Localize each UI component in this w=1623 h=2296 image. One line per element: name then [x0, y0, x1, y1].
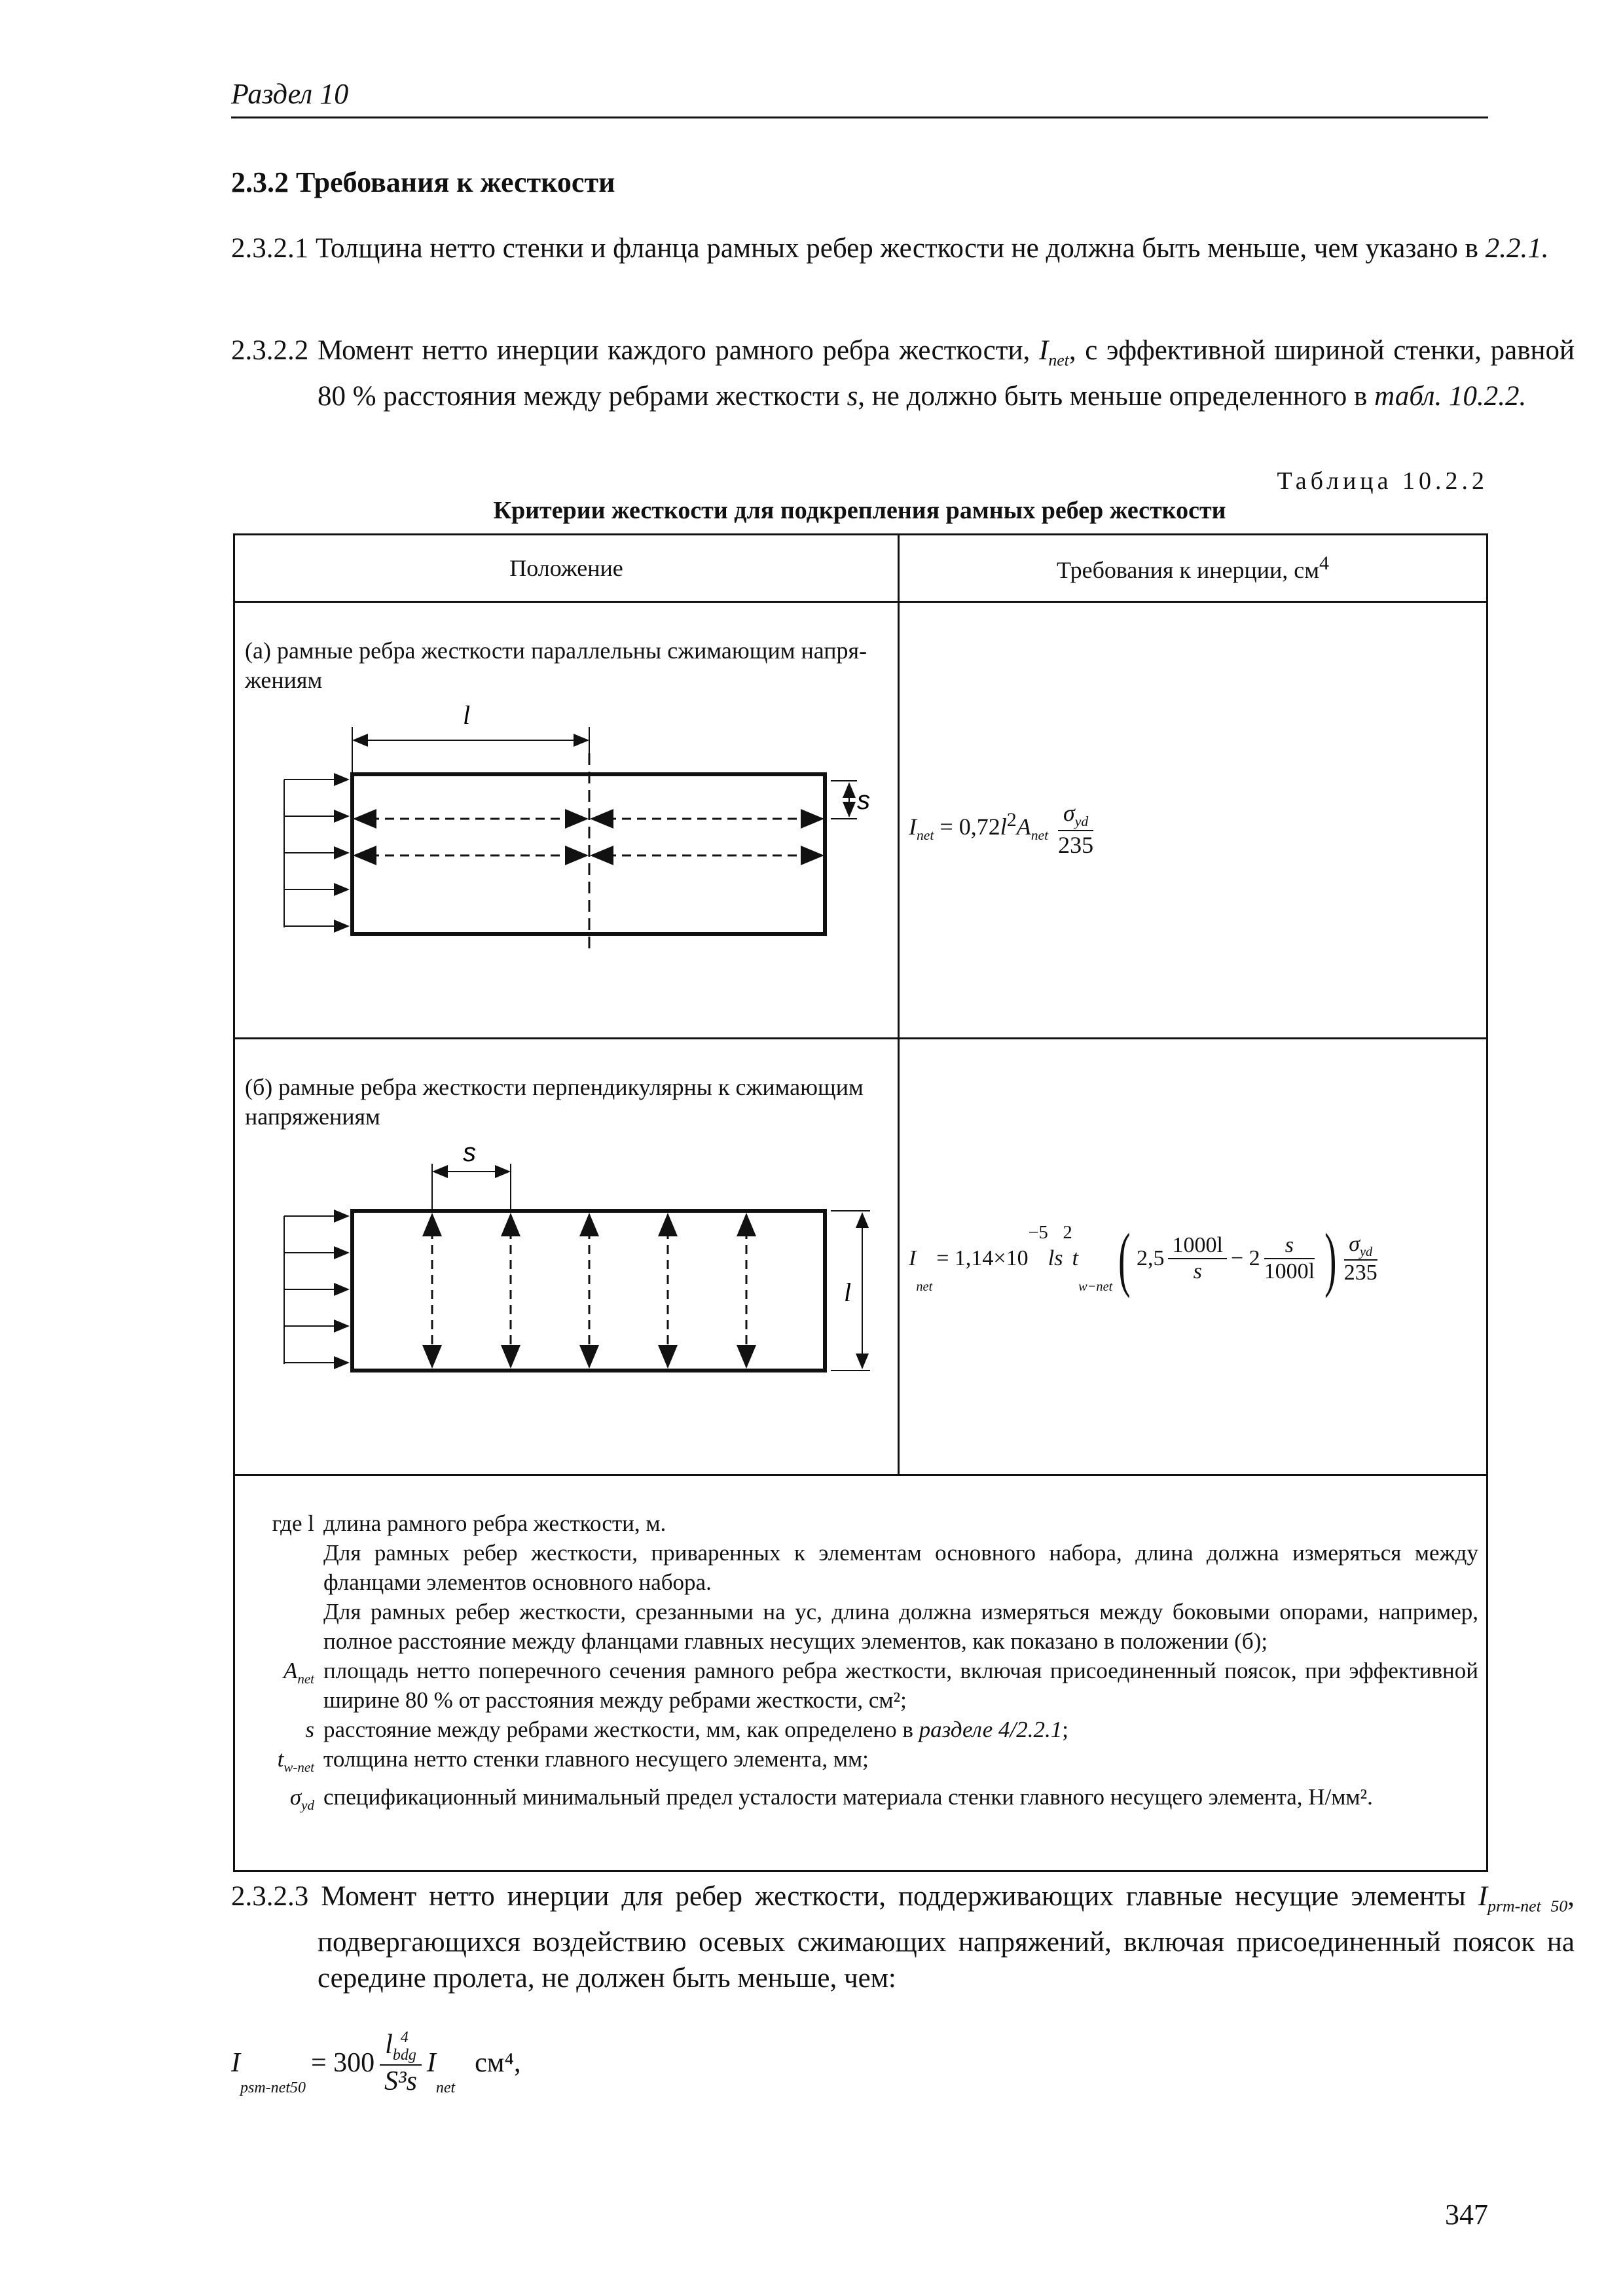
- f-symbol: I: [231, 2048, 240, 2079]
- formula-3: [231, 2029, 521, 2097]
- sym-sub: net: [297, 1671, 314, 1687]
- formula-b: [909, 1219, 1377, 1299]
- legend-text: [323, 1715, 1478, 1744]
- f-text: = 0,72: [939, 813, 1000, 840]
- legend-text-part: ;: [1062, 1717, 1068, 1742]
- fraction: [1264, 1233, 1315, 1284]
- symbol-s: s: [847, 380, 858, 412]
- paren-open: (: [1118, 1219, 1131, 1299]
- fraction: [1168, 1233, 1226, 1284]
- f-sub: net: [435, 2079, 456, 2097]
- paren-close: ): [1324, 1219, 1337, 1299]
- f-den: 235: [1343, 1261, 1377, 1285]
- legend-sym: где l: [272, 1511, 314, 1536]
- f-sub: yd: [1359, 1244, 1373, 1259]
- f-text: = 300: [310, 2048, 375, 2079]
- header-rule: [231, 117, 1488, 118]
- row-a-position: [234, 602, 899, 1039]
- dim-s-label: s: [857, 786, 870, 815]
- col-header-position: [234, 535, 899, 602]
- para-text: Момент нетто инерции каждого рамного ребра жесткости,: [317, 335, 1030, 366]
- paragraph-2323: [231, 1878, 1575, 1996]
- symbol-sub: net: [1048, 350, 1069, 370]
- f-num: s: [1264, 1233, 1315, 1259]
- f-den: 235: [1058, 832, 1094, 859]
- f-symbol: A: [1016, 813, 1031, 840]
- para-number: 2.3.2.2: [231, 335, 309, 366]
- section-title: 2.3.2 Требования к жесткости: [231, 166, 615, 198]
- para-text: , не должно быть меньше определенного в: [858, 380, 1368, 412]
- legend-text: Для рамных ребер жесткости, приваренных к элементам основного набора, длина должна измеряться между фланцами элементов основного набора.: [323, 1540, 1478, 1595]
- f-unit: см⁴,: [475, 2048, 521, 2079]
- legend-row: [241, 1538, 1478, 1597]
- row-a-label: (а) рамные ребра жесткости параллельны сжимающим напря-жениям: [245, 637, 867, 693]
- f-sub: psm-net50: [240, 2079, 306, 2097]
- f-text: − 2: [1230, 1246, 1260, 1270]
- legend-row: [241, 1597, 1478, 1656]
- f-symbol: σ: [1063, 800, 1075, 826]
- f-sub: net: [916, 1280, 933, 1294]
- para-text: , подвергающихся воздействию осевых сжимающих напряжений, включая присоединенный поясок на середине пролета, не должен быть меньше, чем:: [318, 1881, 1575, 1994]
- sym-main: σ: [289, 1784, 302, 1810]
- f-sup: 2: [1006, 808, 1017, 831]
- symbol-i: I: [1038, 335, 1049, 366]
- row-b-formula: [899, 1039, 1487, 1475]
- dim-l-label: l: [844, 1278, 852, 1307]
- sym-main: t: [277, 1746, 284, 1772]
- row-a-formula: [899, 602, 1487, 1039]
- para-ref: 2.2.1.: [1485, 233, 1549, 264]
- legend-text: спецификационный минимальный предел усталости материала стенки главного несущего элемента, Н/мм².: [323, 1784, 1373, 1810]
- legend-row: [241, 1715, 1478, 1744]
- f-sub: w−net: [1078, 1280, 1113, 1294]
- legend-row: [241, 1744, 1478, 1782]
- f-symbol: t: [1072, 1246, 1079, 1270]
- legend-row: [241, 1656, 1478, 1715]
- page-number: 347: [1445, 2198, 1488, 2231]
- legend-text: площадь нетто поперечного сечения рамного ребра жесткости, включая присоединенный поясок, при эффективной ширине 80 % от расстояния между ребрами жесткости, см²;: [323, 1658, 1478, 1713]
- header-label: Требования к инерции, см: [1056, 557, 1320, 583]
- f-sub: net: [917, 827, 934, 844]
- f-den: 1000l: [1264, 1259, 1315, 1283]
- f-num: 1000l: [1168, 1233, 1226, 1259]
- col-header-inertia: [899, 535, 1487, 602]
- f-symbol: σ: [1349, 1231, 1360, 1256]
- dim-l-label: l: [463, 700, 471, 730]
- para-text: Толщина нетто стенки и фланца рамных ребер жесткости не должна быть меньше, чем указано в: [316, 233, 1478, 264]
- legend-row: [241, 1782, 1478, 1820]
- para-text: , с эффективной шириной стенки, равной 80 % расстояния между ребрами жесткости: [318, 335, 1575, 412]
- legend-text-part: расстояние между ребрами жесткости, мм, как определено в: [323, 1717, 919, 1742]
- sym-main: A: [283, 1658, 298, 1683]
- para-number: 2.3.2.3: [231, 1881, 309, 1912]
- figure-b: [255, 1138, 883, 1412]
- legend-sym: [241, 1744, 323, 1782]
- f-text: = 1,14×10: [936, 1246, 1029, 1270]
- dim-s-label: s: [463, 1138, 476, 1167]
- legend-sym: [241, 1656, 323, 1715]
- f-symbol: l: [385, 2030, 393, 2060]
- figure-a: [255, 700, 870, 976]
- formula-a: [909, 799, 1093, 859]
- f-sup: 2: [1063, 1223, 1072, 1243]
- table-title: Критерии жесткости для подкрепления рамных ребер жесткости: [493, 497, 1226, 524]
- f-sub: yd: [1074, 814, 1089, 830]
- legend-sym: [241, 1782, 323, 1820]
- paragraph-2321: [231, 230, 1575, 266]
- legend-sym: s: [305, 1717, 314, 1742]
- legend-text: толщина нетто стенки главного несущего элемента, мм;: [323, 1746, 869, 1772]
- para-ref: табл. 10.2.2.: [1374, 380, 1527, 412]
- fraction: [1344, 1232, 1377, 1286]
- f-symbol: I: [909, 813, 917, 840]
- f-symbol: I: [909, 1246, 917, 1270]
- row-b-label: (б) рамные ребра жесткости перпендикулярны к сжимающим напряжениям: [245, 1074, 864, 1130]
- f-sub: bdg: [392, 2047, 416, 2064]
- legend-row: [241, 1509, 1478, 1538]
- f-symbol: I: [426, 2048, 436, 2079]
- symbol-i: I: [1478, 1881, 1488, 1912]
- sym-sub: w-net: [283, 1759, 314, 1775]
- f-sup: 4: [400, 2029, 409, 2047]
- paragraph-2322: [231, 332, 1575, 414]
- table-number: Таблица 10.2.2: [1277, 467, 1488, 495]
- legend-text: Для рамных ребер жесткости, срезанными на ус, длина должна измеряться между боковыми опорами, например, полное расстояние между фланцами главных несущих элементов, как показано в положении (б);: [323, 1599, 1478, 1654]
- symbol-legend: [241, 1509, 1478, 1820]
- legend-text: длина рамного ребра жесткости, м.: [323, 1511, 666, 1536]
- f-den: s: [1193, 1259, 1202, 1283]
- para-number: 2.3.2.1: [231, 233, 309, 264]
- header-label: Положение: [509, 555, 623, 581]
- f-symbol: ls: [1048, 1246, 1063, 1270]
- sym-sub: yd: [301, 1797, 314, 1813]
- fraction: [380, 2029, 422, 2097]
- row-b-position: [234, 1039, 899, 1475]
- header-sup: 4: [1319, 552, 1330, 574]
- legend-sym: [241, 1538, 323, 1597]
- f-sub: net: [1030, 827, 1049, 844]
- f-den: S³s: [384, 2066, 417, 2097]
- f-symbol: l: [1000, 813, 1007, 840]
- f-text: 2,5: [1136, 1246, 1165, 1270]
- legend-ref: разделе 4/2.2.1: [919, 1717, 1063, 1742]
- f-sup: −5: [1028, 1223, 1048, 1243]
- symbol-sub: prm-net 50: [1487, 1896, 1568, 1916]
- legend-sym: [241, 1597, 323, 1656]
- para-text: Момент нетто инерции для ребер жесткости, поддерживающих главные несущие элементы: [321, 1881, 1466, 1912]
- fraction: [1058, 799, 1093, 859]
- running-header: Раздел 10: [231, 78, 349, 110]
